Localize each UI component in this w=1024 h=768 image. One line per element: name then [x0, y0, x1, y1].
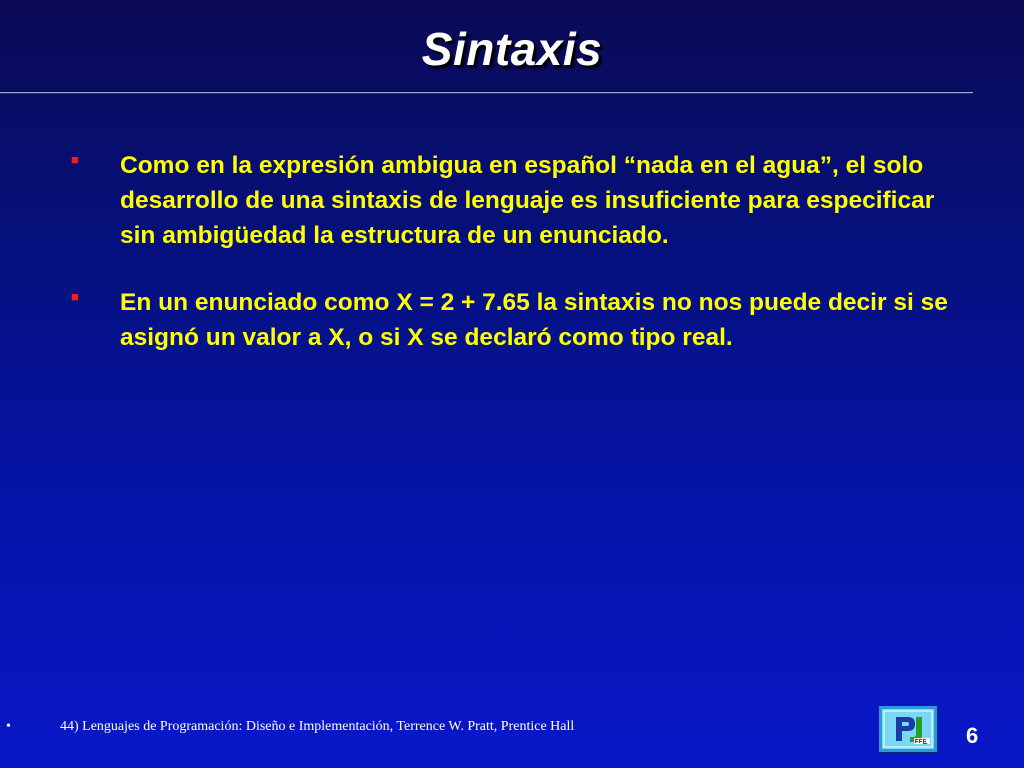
bullet-square-icon: ■: [71, 152, 79, 167]
bullet-item: [68, 285, 958, 355]
title-divider: [0, 92, 973, 93]
pj-logo-icon: [879, 706, 937, 752]
footer-reference: 44) Lenguajes de Programación: Diseño e Implementación, Terrence W. Pratt, Prentice Hall: [60, 719, 575, 734]
page-number: 6: [966, 723, 979, 748]
slide-title: Sintaxis: [421, 23, 603, 75]
bullet-list: [68, 148, 958, 387]
footer-bullet-icon: •: [6, 719, 11, 734]
pj-logo-graphic: [882, 709, 934, 749]
bullet-text: En un enunciado como X = 2 + 7.65 la sintaxis no nos puede decir si se asignó un valor a X, o si X se declaró como tipo real.: [120, 289, 948, 351]
bullet-item: [68, 148, 958, 253]
bullet-square-icon: ■: [71, 289, 79, 304]
bullet-text: Como en la expresión ambigua en español “nada en el agua”, el solo desarrollo de una sintaxis de lenguaje es insuficiente para especificar sin ambigüedad la estructura de un enunciado.: [120, 152, 935, 249]
